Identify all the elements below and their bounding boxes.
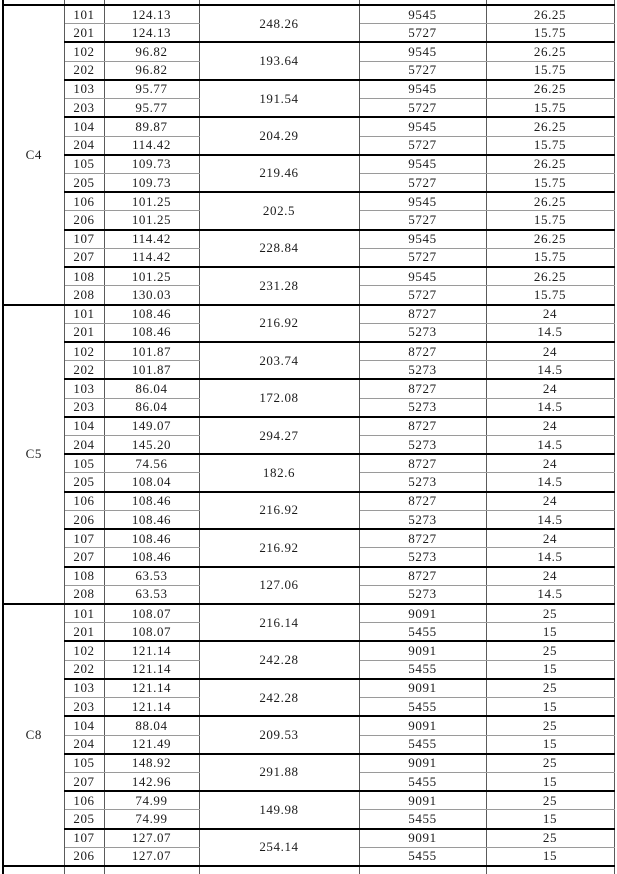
amount-cell: 9091 [359, 829, 486, 848]
unit-number-cell: 208 [64, 286, 104, 305]
unit-number-cell: 202 [64, 660, 104, 679]
area-value-cell: 74.99 [104, 810, 199, 829]
rate-cell: 25 [486, 604, 614, 623]
unit-number-cell: 103 [64, 80, 104, 99]
amount-cell: 5455 [359, 660, 486, 679]
pair-sum-cell: 127.06 [199, 567, 359, 604]
area-value-cell: 121.14 [104, 660, 199, 679]
amount-cell: 9091 [359, 716, 486, 735]
unit-number-cell: 104 [64, 117, 104, 136]
rate-cell: 26.25 [486, 117, 614, 136]
amount-cell: 5727 [359, 24, 486, 43]
unit-number-cell: 101 [64, 604, 104, 623]
rate-cell: 15.75 [486, 173, 614, 192]
rate-cell: 26.25 [486, 5, 614, 24]
table-row [3, 42, 614, 61]
amount-cell: 8727 [359, 567, 486, 586]
rate-cell: 14.5 [486, 436, 614, 455]
unit-number-cell: 105 [64, 454, 104, 473]
rate-cell: 26.25 [486, 42, 614, 61]
amount-cell: 5273 [359, 473, 486, 492]
clipped-cell [3, 866, 64, 874]
amount-cell: 9545 [359, 155, 486, 174]
area-value-cell: 108.46 [104, 492, 199, 511]
amount-cell: 9091 [359, 754, 486, 773]
pair-sum-cell: 248.26 [199, 5, 359, 42]
area-value-cell: 108.46 [104, 305, 199, 324]
area-value-cell: 142.96 [104, 772, 199, 791]
area-value-cell: 108.46 [104, 323, 199, 342]
clipped-cell [104, 866, 199, 874]
group-label-cell: C8 [3, 604, 64, 866]
area-value-cell: 121.14 [104, 641, 199, 660]
rate-cell: 14.5 [486, 585, 614, 604]
amount-cell: 8727 [359, 454, 486, 473]
unit-number-cell: 206 [64, 510, 104, 529]
unit-number-cell: 102 [64, 342, 104, 361]
unit-number-cell: 201 [64, 623, 104, 642]
unit-number-cell: 207 [64, 548, 104, 567]
clipped-cell [64, 866, 104, 874]
group-label-cell: C4 [3, 5, 64, 305]
amount-cell: 9545 [359, 230, 486, 249]
main-table [2, 0, 615, 874]
unit-number-cell: 103 [64, 679, 104, 698]
amount-cell: 8727 [359, 492, 486, 511]
unit-number-cell: 207 [64, 248, 104, 267]
rate-cell: 25 [486, 679, 614, 698]
rate-cell: 25 [486, 641, 614, 660]
area-value-cell: 109.73 [104, 173, 199, 192]
rate-cell: 15 [486, 847, 614, 866]
area-value-cell: 95.77 [104, 80, 199, 99]
unit-number-cell: 106 [64, 791, 104, 810]
pair-sum-cell: 231.28 [199, 267, 359, 304]
table-row [3, 117, 614, 136]
table-row [3, 679, 614, 698]
area-value-cell: 145.20 [104, 436, 199, 455]
amount-cell: 5273 [359, 510, 486, 529]
pair-sum-cell: 216.92 [199, 305, 359, 342]
rate-cell: 14.5 [486, 473, 614, 492]
unit-number-cell: 104 [64, 417, 104, 436]
unit-number-cell: 102 [64, 42, 104, 61]
clipped-cell [486, 866, 614, 874]
amount-cell: 5727 [359, 99, 486, 118]
amount-cell: 5727 [359, 286, 486, 305]
rate-cell: 24 [486, 379, 614, 398]
amount-cell: 8727 [359, 305, 486, 324]
rate-cell: 15 [486, 698, 614, 717]
pair-sum-cell: 294.27 [199, 417, 359, 454]
area-value-cell: 108.46 [104, 510, 199, 529]
unit-number-cell: 208 [64, 585, 104, 604]
pair-sum-cell: 149.98 [199, 791, 359, 828]
area-value-cell: 121.14 [104, 698, 199, 717]
group-label-cell: C5 [3, 305, 64, 605]
rate-cell: 24 [486, 454, 614, 473]
rate-cell: 15.75 [486, 61, 614, 80]
area-value-cell: 101.25 [104, 192, 199, 211]
rate-cell: 24 [486, 305, 614, 324]
unit-number-cell: 103 [64, 379, 104, 398]
area-value-cell: 101.25 [104, 267, 199, 286]
unit-number-cell: 107 [64, 529, 104, 548]
unit-number-cell: 205 [64, 173, 104, 192]
unit-number-cell: 206 [64, 847, 104, 866]
amount-cell: 9545 [359, 80, 486, 99]
area-value-cell: 101.87 [104, 342, 199, 361]
pair-sum-cell: 193.64 [199, 42, 359, 79]
area-value-cell: 108.46 [104, 548, 199, 567]
unit-number-cell: 201 [64, 323, 104, 342]
rate-cell: 24 [486, 529, 614, 548]
amount-cell: 5455 [359, 698, 486, 717]
rate-cell: 15.75 [486, 211, 614, 230]
rate-cell: 15.75 [486, 136, 614, 155]
unit-number-cell: 204 [64, 735, 104, 754]
amount-cell: 8727 [359, 379, 486, 398]
table-row [3, 604, 614, 623]
unit-number-cell: 203 [64, 698, 104, 717]
pair-sum-cell: 219.46 [199, 155, 359, 192]
unit-number-cell: 108 [64, 567, 104, 586]
table-row [3, 791, 614, 810]
rate-cell: 14.5 [486, 548, 614, 567]
amount-cell: 9545 [359, 42, 486, 61]
rate-cell: 15.75 [486, 24, 614, 43]
rate-cell: 24 [486, 342, 614, 361]
rate-cell: 15 [486, 623, 614, 642]
table-row [3, 716, 614, 735]
amount-cell: 5727 [359, 61, 486, 80]
unit-number-cell: 205 [64, 473, 104, 492]
rate-cell: 25 [486, 754, 614, 773]
unit-number-cell: 204 [64, 436, 104, 455]
table-row [3, 305, 614, 324]
area-value-cell: 114.42 [104, 136, 199, 155]
unit-number-cell: 102 [64, 641, 104, 660]
unit-number-cell: 105 [64, 754, 104, 773]
table-row [3, 567, 614, 586]
unit-number-cell: 203 [64, 99, 104, 118]
area-value-cell: 74.99 [104, 791, 199, 810]
rate-cell: 24 [486, 417, 614, 436]
amount-cell: 5273 [359, 361, 486, 380]
pair-sum-cell: 254.14 [199, 829, 359, 866]
rate-cell: 15.75 [486, 286, 614, 305]
table-row [3, 5, 614, 24]
pair-sum-cell: 182.6 [199, 454, 359, 491]
area-value-cell: 127.07 [104, 829, 199, 848]
amount-cell: 9545 [359, 267, 486, 286]
amount-cell: 5273 [359, 585, 486, 604]
area-value-cell: 130.03 [104, 286, 199, 305]
amount-cell: 5273 [359, 548, 486, 567]
pair-sum-cell: 203.74 [199, 342, 359, 379]
table-row [3, 267, 614, 286]
pair-sum-cell: 228.84 [199, 230, 359, 267]
amount-cell: 9545 [359, 5, 486, 24]
amount-cell: 5273 [359, 323, 486, 342]
table-row [3, 529, 614, 548]
clipped-cell [359, 866, 486, 874]
rate-cell: 14.5 [486, 361, 614, 380]
area-value-cell: 124.13 [104, 24, 199, 43]
table-row [3, 641, 614, 660]
area-value-cell: 96.82 [104, 42, 199, 61]
area-value-cell: 63.53 [104, 567, 199, 586]
table-row [3, 829, 614, 848]
area-value-cell: 96.82 [104, 61, 199, 80]
area-value-cell: 108.04 [104, 473, 199, 492]
rate-cell: 14.5 [486, 398, 614, 417]
area-value-cell: 127.07 [104, 847, 199, 866]
amount-cell: 5455 [359, 810, 486, 829]
pair-sum-cell: 291.88 [199, 754, 359, 791]
amount-cell: 5455 [359, 735, 486, 754]
amount-cell: 9091 [359, 604, 486, 623]
amount-cell: 9545 [359, 117, 486, 136]
rate-cell: 25 [486, 829, 614, 848]
area-value-cell: 86.04 [104, 398, 199, 417]
area-value-cell: 101.25 [104, 211, 199, 230]
rate-cell: 15 [486, 735, 614, 754]
area-value-cell: 74.56 [104, 454, 199, 473]
area-value-cell: 149.07 [104, 417, 199, 436]
rate-cell: 26.25 [486, 80, 614, 99]
unit-number-cell: 205 [64, 810, 104, 829]
area-value-cell: 114.42 [104, 248, 199, 267]
amount-cell: 8727 [359, 529, 486, 548]
unit-number-cell: 107 [64, 829, 104, 848]
area-value-cell: 124.13 [104, 5, 199, 24]
area-value-cell: 108.46 [104, 529, 199, 548]
amount-cell: 5727 [359, 173, 486, 192]
clipped-row-bottom [3, 866, 614, 874]
rate-cell: 26.25 [486, 192, 614, 211]
pair-sum-cell: 202.5 [199, 192, 359, 229]
amount-cell: 5455 [359, 772, 486, 791]
amount-cell: 9091 [359, 641, 486, 660]
area-value-cell: 95.77 [104, 99, 199, 118]
table-row [3, 342, 614, 361]
unit-number-cell: 202 [64, 361, 104, 380]
area-value-cell: 89.87 [104, 117, 199, 136]
amount-cell: 5727 [359, 211, 486, 230]
unit-number-cell: 204 [64, 136, 104, 155]
rate-cell: 15 [486, 810, 614, 829]
rate-cell: 15.75 [486, 99, 614, 118]
rate-cell: 14.5 [486, 510, 614, 529]
amount-cell: 8727 [359, 342, 486, 361]
amount-cell: 9545 [359, 192, 486, 211]
rate-cell: 24 [486, 492, 614, 511]
table-row [3, 417, 614, 436]
pair-sum-cell: 209.53 [199, 716, 359, 753]
unit-number-cell: 107 [64, 230, 104, 249]
unit-number-cell: 101 [64, 5, 104, 24]
table-row [3, 379, 614, 398]
rate-cell: 26.25 [486, 267, 614, 286]
amount-cell: 5455 [359, 847, 486, 866]
pair-sum-cell: 216.92 [199, 492, 359, 529]
unit-number-cell: 203 [64, 398, 104, 417]
pair-sum-cell: 242.28 [199, 679, 359, 716]
area-value-cell: 86.04 [104, 379, 199, 398]
amount-cell: 9091 [359, 791, 486, 810]
rate-cell: 15 [486, 660, 614, 679]
unit-number-cell: 206 [64, 211, 104, 230]
rate-cell: 25 [486, 716, 614, 735]
area-value-cell: 101.87 [104, 361, 199, 380]
table-row [3, 454, 614, 473]
clipped-cell [199, 866, 359, 874]
unit-number-cell: 104 [64, 716, 104, 735]
table-row [3, 230, 614, 249]
rate-cell: 25 [486, 791, 614, 810]
table-row [3, 192, 614, 211]
pair-sum-cell: 172.08 [199, 379, 359, 416]
unit-number-cell: 201 [64, 24, 104, 43]
amount-cell: 5727 [359, 136, 486, 155]
pair-sum-cell: 216.92 [199, 529, 359, 566]
table-row [3, 492, 614, 511]
table-row [3, 155, 614, 174]
table-row [3, 754, 614, 773]
area-value-cell: 63.53 [104, 585, 199, 604]
unit-number-cell: 101 [64, 305, 104, 324]
unit-number-cell: 106 [64, 192, 104, 211]
pair-sum-cell: 204.29 [199, 117, 359, 154]
amount-cell: 5273 [359, 436, 486, 455]
amount-cell: 8727 [359, 417, 486, 436]
amount-cell: 5727 [359, 248, 486, 267]
unit-number-cell: 105 [64, 155, 104, 174]
table-row [3, 80, 614, 99]
amount-cell: 5455 [359, 623, 486, 642]
area-value-cell: 121.49 [104, 735, 199, 754]
rate-cell: 26.25 [486, 230, 614, 249]
area-value-cell: 108.07 [104, 604, 199, 623]
area-value-cell: 121.14 [104, 679, 199, 698]
unit-number-cell: 207 [64, 772, 104, 791]
area-value-cell: 88.04 [104, 716, 199, 735]
pair-sum-cell: 191.54 [199, 80, 359, 117]
area-value-cell: 114.42 [104, 230, 199, 249]
unit-number-cell: 106 [64, 492, 104, 511]
amount-cell: 5273 [359, 398, 486, 417]
area-value-cell: 148.92 [104, 754, 199, 773]
rate-cell: 26.25 [486, 155, 614, 174]
area-value-cell: 109.73 [104, 155, 199, 174]
unit-number-cell: 202 [64, 61, 104, 80]
rate-cell: 15.75 [486, 248, 614, 267]
rate-cell: 24 [486, 567, 614, 586]
pair-sum-cell: 216.14 [199, 604, 359, 641]
area-value-cell: 108.07 [104, 623, 199, 642]
rate-cell: 14.5 [486, 323, 614, 342]
unit-number-cell: 108 [64, 267, 104, 286]
amount-cell: 9091 [359, 679, 486, 698]
pair-sum-cell: 242.28 [199, 641, 359, 678]
rate-cell: 15 [486, 772, 614, 791]
table-body [3, 0, 614, 874]
